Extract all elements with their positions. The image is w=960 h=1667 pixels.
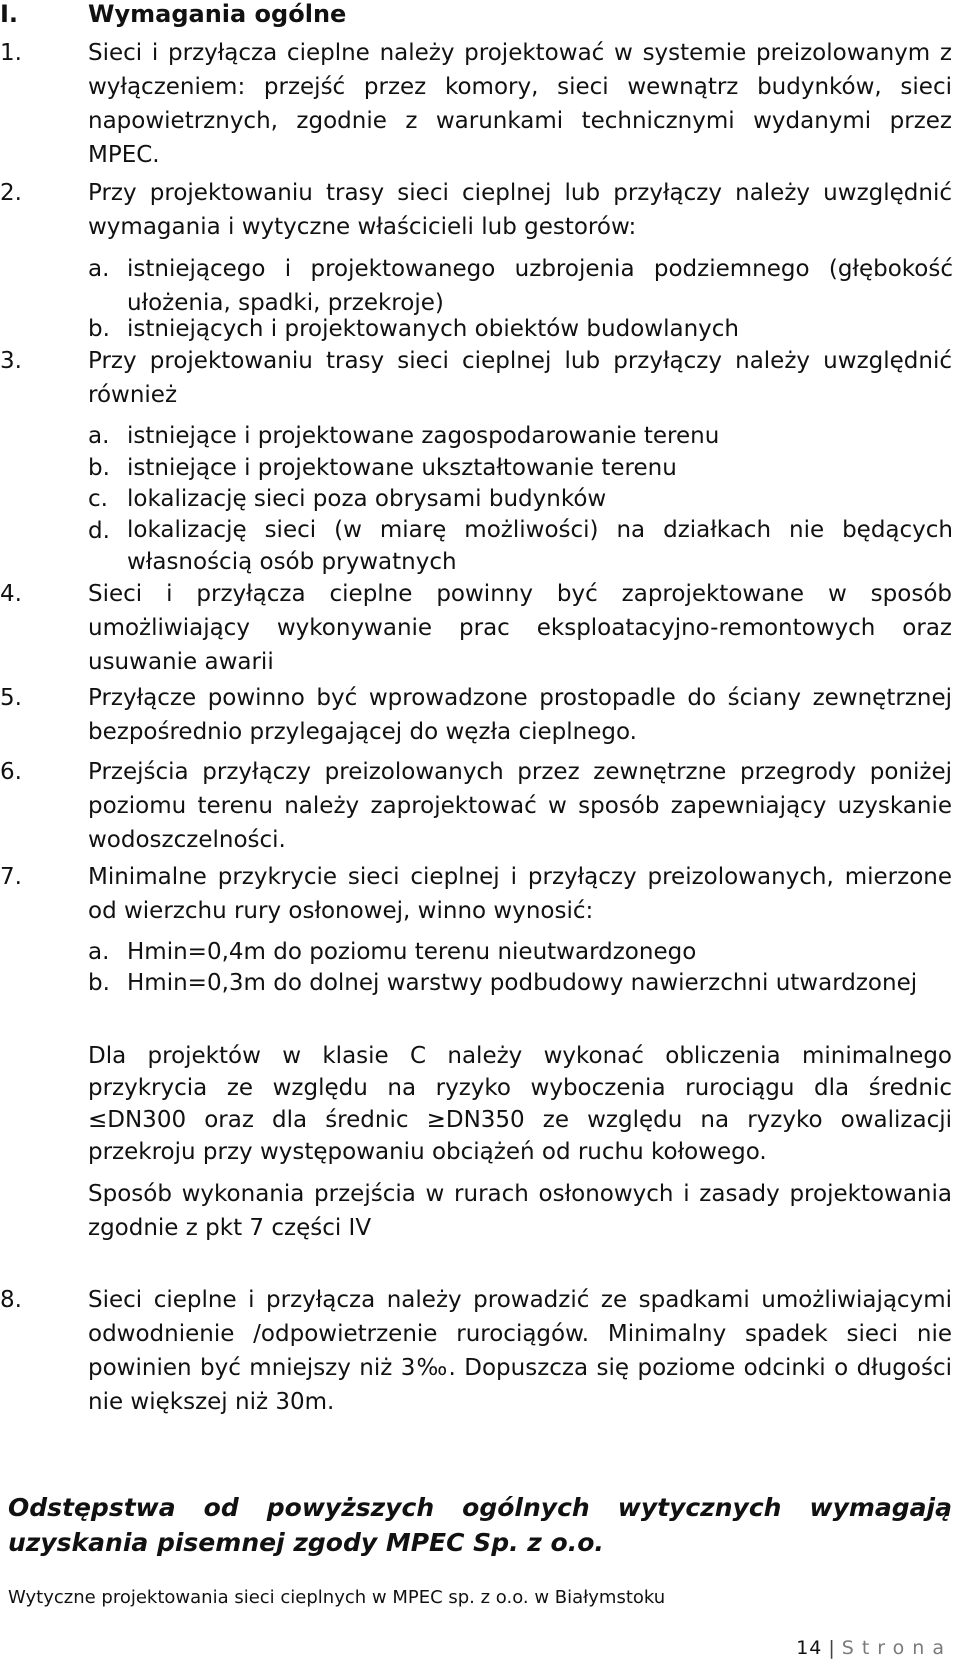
page-label: Strona (841, 1637, 952, 1659)
item-number: 6. (0, 759, 22, 785)
item-number: 5. (0, 685, 22, 711)
exception-notice: Odstępstwa od powyższych ogólnych wytycznych wymagają uzyskania pisemnej zgody MPEC Sp. z o.o. (8, 1493, 952, 1557)
item-number: 3. (0, 348, 22, 374)
item-text: Przy projektowaniu trasy sieci cieplnej lub przyłączy należy uwzględnić również (88, 348, 952, 408)
item-number: 7. (0, 864, 22, 890)
subitem-letter: c. (88, 486, 108, 512)
subitem-text: Hmin=0,4m do poziomu terenu nieutwardzonego (127, 939, 697, 965)
subitem-text: istniejącego i projektowanego uzbrojenia podziemnego (głębokość ułożenia, spadki, przekroje) (127, 256, 953, 316)
subitem-text: lokalizację sieci (w miarę możliwości) na działkach nie będących własnością osób prywatnych (127, 517, 953, 575)
section-title: Wymagania ogólne (88, 0, 347, 28)
subitem-text: istniejących i projektowanych obiektów budowlanych (127, 316, 739, 342)
subitem-letter: b. (88, 970, 110, 996)
subitem-text: lokalizację sieci poza obrysami budynków (127, 486, 607, 512)
item-text: Przejścia przyłączy preizolowanych przez zewnętrzne przegrody poniżej poziomu terenu należy zaprojektować w sposób zapewniający uzyskanie wodoszczelności. (88, 759, 952, 853)
page-number (796, 1635, 952, 1661)
page-separator: | (828, 1637, 836, 1659)
section-number: I. (0, 0, 19, 28)
subitem-letter: a. (88, 256, 110, 282)
item-number: 8. (0, 1287, 22, 1313)
item-note-paragraph: Dla projektów w klasie C należy wykonać obliczenia minimalnego przykrycia ze względu na ryzyko wyboczenia rurociągu dla średnic ≤DN300 oraz dla średnic ≥DN350 ze względu na ryzyko owalizacji przekroju przy występowaniu obciążeń od ruchu kołowego. (88, 1043, 952, 1165)
item-text: Sieci i przyłącza cieplne powinny być zaprojektowane w sposób umożliwiający wykonywanie prac eksploatacyjno-remontowych oraz usuwanie awarii (88, 581, 952, 675)
item-note-paragraph: Sposób wykonania przejścia w rurach osłonowych i zasady projektowania zgodnie z pkt 7 części IV (88, 1181, 952, 1241)
subitem-text: istniejące i projektowane zagospodarowanie terenu (127, 423, 720, 449)
item-number: 4. (0, 581, 22, 607)
item-text: Przy projektowaniu trasy sieci cieplnej lub przyłączy należy uwzględnić wymagania i wytyczne właścicieli lub gestorów: (88, 180, 952, 240)
item-text: Sieci i przyłącza cieplne należy projektować w systemie preizolowanym z wyłączeniem: przejść przez komory, sieci wewnątrz budynków, sieci napowietrznych, zgodnie z warunkami technicznymi wydanymi przez MPEC. (88, 40, 952, 168)
subitem-letter: d. (88, 518, 110, 544)
item-number: 1. (0, 40, 22, 66)
subitem-letter: a. (88, 423, 110, 449)
item-text: Sieci cieplne i przyłącza należy prowadzić ze spadkami umożliwiającymi odwodnienie /odpowietrzenie rurociągów. Minimalny spadek sieci nie powinien być mniejszy niż 3‰. Dopuszcza się poziome odcinki o długości nie większej niż 30m. (88, 1287, 952, 1415)
item-text: Minimalne przykrycie sieci cieplnej i przyłączy preizolowanych, mierzone od wierzchu rury osłonowej, winno wynosić: (88, 864, 952, 924)
subitem-letter: b. (88, 316, 110, 342)
subitem-letter: a. (88, 939, 110, 965)
subitem-text: Hmin=0,3m do dolnej warstwy podbudowy nawierzchni utwardzonej (127, 970, 918, 996)
subitem-text: istniejące i projektowane ukształtowanie terenu (127, 455, 677, 481)
document-footer: Wytyczne projektowania sieci cieplnych w MPEC sp. z o.o. w Białymstoku (8, 1587, 666, 1608)
subitem-letter: b. (88, 455, 110, 481)
page-number-value: 14 (796, 1637, 823, 1659)
item-number: 2. (0, 180, 22, 206)
item-text: Przyłącze powinno być wprowadzone prostopadle do ściany zewnętrznej bezpośrednio przylegającej do węzła cieplnego. (88, 685, 952, 745)
